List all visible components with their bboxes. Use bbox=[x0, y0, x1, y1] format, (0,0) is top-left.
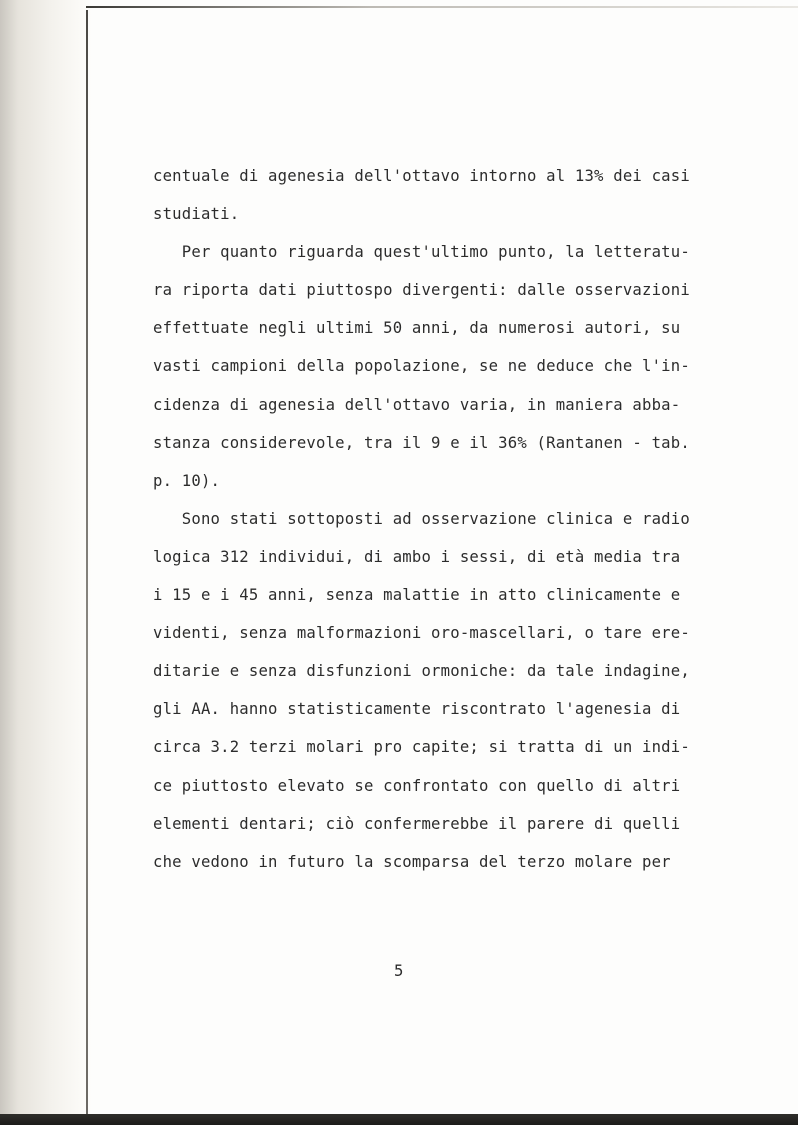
text-line: che vedono in futuro la scomparsa del terzo molare per bbox=[153, 852, 671, 871]
text-line: videnti, senza malformazioni oro-mascellari, o tare ere- bbox=[153, 624, 690, 643]
text-line: effettuate negli ultimi 50 anni, da numerosi autori, su bbox=[153, 319, 681, 338]
text-line: vasti campioni della popolazione, se ne deduce che l'in- bbox=[153, 357, 690, 376]
binding-edge bbox=[86, 10, 88, 1115]
text-line: ce piuttosto elevato se confrontato con quello di altri bbox=[153, 776, 681, 795]
text-line: cidenza di agenesia dell'ottavo varia, in maniera abba- bbox=[153, 395, 681, 414]
text-line: ditarie e senza disfunzioni ormoniche: da tale indagine, bbox=[153, 662, 690, 681]
text-line: Per quanto riguarda quest'ultimo punto, la letteratu- bbox=[153, 243, 690, 262]
binding-shadow bbox=[0, 0, 92, 1125]
top-edge bbox=[86, 6, 798, 8]
text-line: ra riporta dati piuttospo divergenti: dalle osservazioni bbox=[153, 281, 690, 300]
page-number: 5 bbox=[394, 962, 404, 980]
text-line: circa 3.2 terzi molari pro capite; si tratta di un indi- bbox=[153, 738, 690, 757]
text-line: Sono stati sottoposti ad osservazione clinica e radio bbox=[153, 509, 690, 528]
body-text bbox=[153, 162, 693, 886]
text-line: centuale di agenesia dell'ottavo intorno al 13% dei casi bbox=[153, 167, 690, 185]
text-line: stanza considerevole, tra il 9 e il 36% (Rantanen - tab. bbox=[153, 433, 690, 452]
text-line: studiati. bbox=[153, 205, 240, 224]
text-line: gli AA. hanno statisticamente riscontrato l'agenesia di bbox=[153, 700, 681, 719]
text-line: elementi dentari; ciò confermerebbe il parere di quelli bbox=[153, 814, 681, 833]
text-line: i 15 e i 45 anni, senza malattie in atto clinicamente e bbox=[153, 586, 681, 605]
text-line: p. 10). bbox=[153, 471, 221, 490]
text-line: logica 312 individui, di ambo i sessi, di età media tra bbox=[153, 547, 681, 566]
bottom-edge bbox=[0, 1114, 798, 1125]
